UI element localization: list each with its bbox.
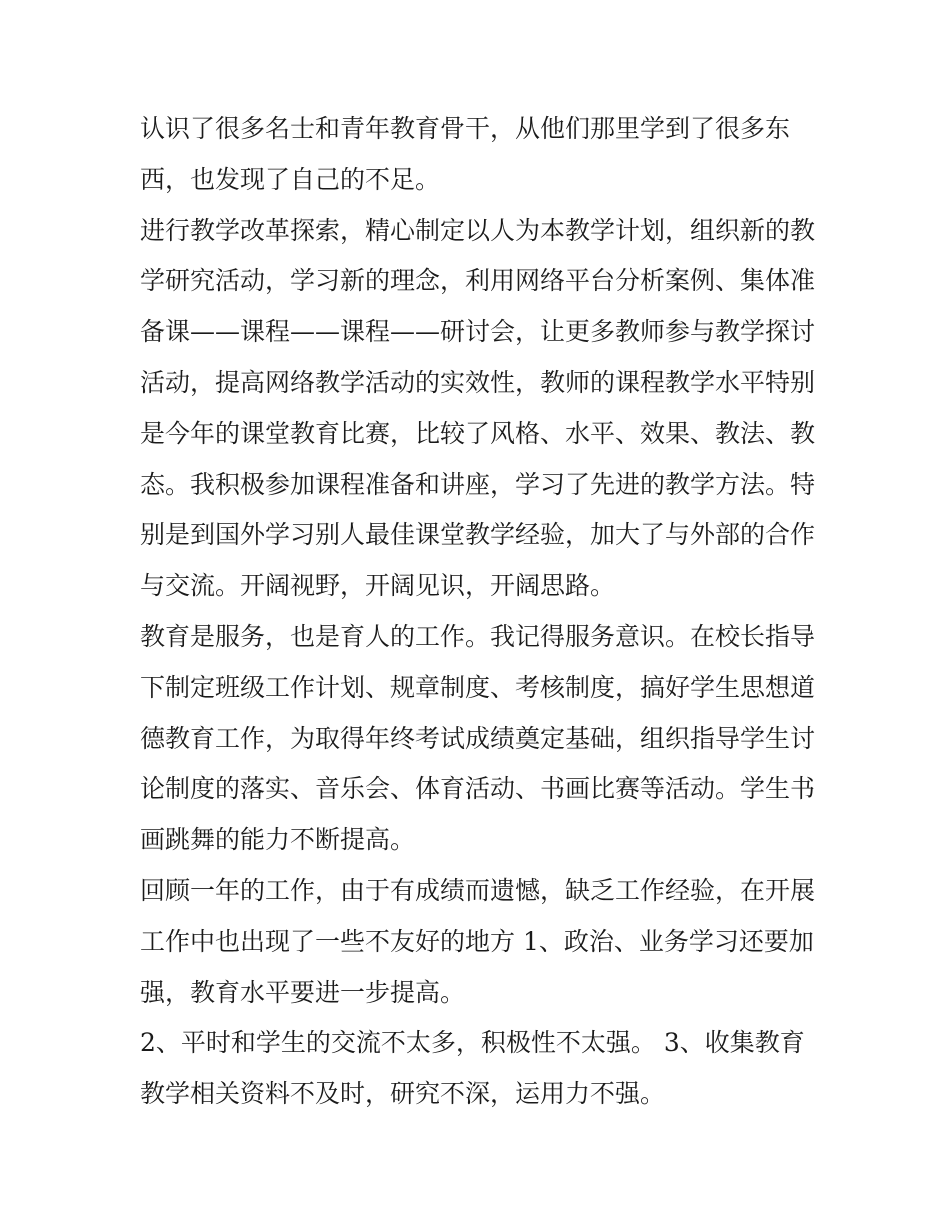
paragraph-1: 认识了很多名士和青年教育骨干，从他们那里学到了很多东 西，也发现了自己的不足。: [140, 114, 791, 194]
paragraph-4: 回顾一年的工作，由于有成绩而遗憾，缺乏工作经验，在开展 工作中也出现了一些不友好的地方 1、政治、业务学习还要加 强，教育水平要进一步提高。: [140, 875, 816, 1007]
paragraph-5: 2、平时和学生的交流不太多，积极性不太强。 3、收集教育 教学相关资料不及时，研究不深，运用力不强。: [140, 1028, 805, 1109]
paragraph-2: 进行教学改革探索，精心制定以人为本教学计划，组织新的教 学研究活动，学习新的理念，利用网络平台分析案例、集体准 备课——课程——课程——研讨会，让更多教师参与教学探讨 活动，提高网络教学活动的实效性，教师的课程教学水平特别 是今年的课堂教育比赛，比较了风格、水平、效果、教法、教 态。我积极参加课程准备和讲座，学习了先进的教学方法。特 别是到国外学习别人最佳课堂教学经验，加大了与外部的合作 与交流。开阔视野，开阔见识，开阔思路。: [140, 215, 816, 601]
document-body: [140, 104, 820, 1120]
paragraph-3: 教育是服务，也是育人的工作。我记得服务意识。在校长指导 下制定班级工作计划、规章制度、考核制度，搞好学生思想道 德教育工作，为取得年终考试成绩奠定基础，组织指导学生讨 论制度的落实、音乐会、体育活动、书画比赛等活动。学生书 画跳舞的能力不断提高。: [140, 621, 816, 855]
